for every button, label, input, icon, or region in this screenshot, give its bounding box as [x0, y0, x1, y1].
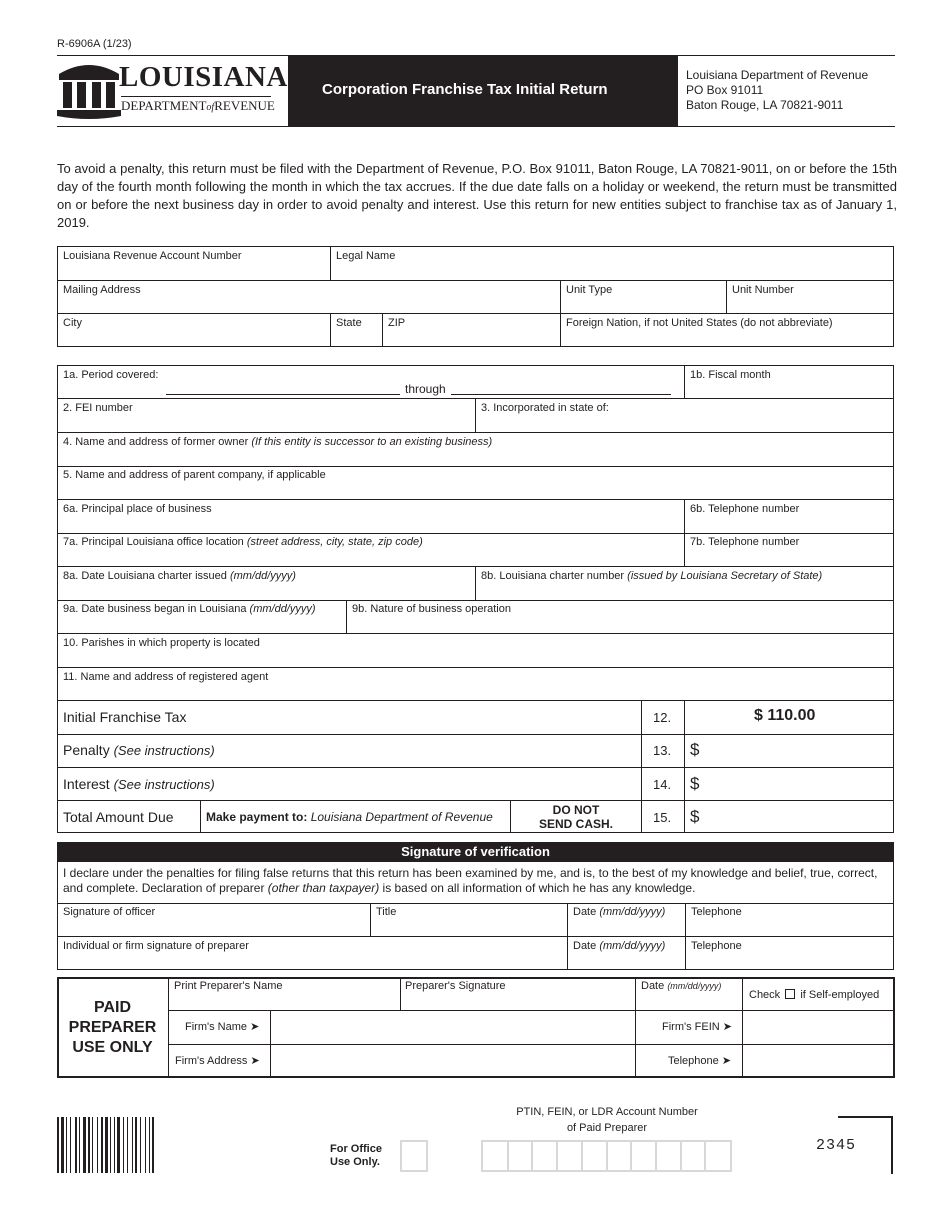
preparer-date-field[interactable]: Date (mm/dd/yyyy)	[573, 940, 666, 952]
officer-date-field[interactable]: Date (mm/dd/yyyy)	[573, 906, 666, 918]
ptin-digit-divider	[507, 1142, 509, 1170]
preparer-date-field-2[interactable]: Date (mm/dd/yyyy)	[641, 980, 722, 992]
through-label: through	[405, 382, 446, 396]
penalty-label: Penalty (See instructions)	[63, 742, 215, 758]
preparer-signature-field[interactable]: Individual or firm signature of preparer	[63, 940, 249, 952]
intro-text: To avoid a penalty, this return must be filed with the Department of Revenue, P.O. Box 91011, Baton Rouge, LA 70821-9011, on or before the 15th day of the fourth month following the month in which the tax accrues. If the due date falls on a holiday or weekend, the return must be transmitted on or before the next business day in order to avoid penalty and interest. Use this return for new entities subject to franchise tax as of January 1, 2019.	[57, 161, 897, 230]
business-nature-field[interactable]: 9b. Nature of business operation	[352, 603, 511, 615]
officer-telephone-field[interactable]: Telephone	[691, 906, 742, 918]
telephone-label: Telephone ➤	[668, 1055, 732, 1067]
barcode-bar	[70, 1117, 71, 1173]
form-number: 2345	[816, 1137, 857, 1154]
barcode-bar	[66, 1117, 67, 1173]
state-field[interactable]: State	[336, 317, 362, 329]
corner-mark-vertical	[891, 1116, 893, 1174]
preparer-telephone-input[interactable]	[744, 1046, 893, 1077]
capitol-icon	[57, 60, 121, 120]
no-cash-warning: DO NOT SEND CASH.	[538, 803, 613, 831]
barcode-bar	[140, 1117, 141, 1173]
former-owner-field[interactable]: 4. Name and address of former owner (If this entity is successor to an existing business)	[63, 436, 493, 448]
barcode-bar	[135, 1117, 137, 1173]
preparer-sig-field[interactable]: Preparer's Signature	[405, 980, 506, 992]
charter-date-field[interactable]: 8a. Date Louisiana charter issued (mm/dd/yyyy)	[63, 570, 296, 582]
ldr-logo	[57, 60, 288, 122]
interest-label: Interest (See instructions)	[63, 776, 215, 792]
ptin-digit-divider	[581, 1142, 583, 1170]
barcode-bar	[92, 1117, 93, 1173]
la-office-field[interactable]: 7a. Principal Louisiana office location (street address, city, state, zip code)	[63, 536, 423, 548]
total-amount-input[interactable]: $	[690, 807, 700, 826]
parishes-field[interactable]: 10. Parishes in which property is located	[63, 637, 260, 649]
line-12-number: 12.	[653, 710, 672, 725]
barcode-bar	[83, 1117, 86, 1173]
arrow-right-icon: ➤	[721, 1055, 732, 1067]
ptin-digit-divider	[606, 1142, 608, 1170]
account-number-field[interactable]: Louisiana Revenue Account Number	[63, 250, 242, 262]
ptin-label: PTIN, FEIN, or LDR Account Number of Paid Preparer	[516, 1106, 698, 1134]
arrow-right-icon: ➤	[722, 1021, 732, 1033]
ptin-digit-divider	[704, 1142, 706, 1170]
barcode-bar	[149, 1117, 150, 1173]
self-employed-checkbox[interactable]	[785, 989, 795, 999]
barcode-bar	[105, 1117, 108, 1173]
charter-number-field[interactable]: 8b. Louisiana charter number (issued by Louisiana Secretary of State)	[481, 570, 823, 582]
signature-header: Signature of verification	[57, 842, 894, 862]
fei-number-field[interactable]: 2. FEI number	[63, 402, 133, 414]
form-title: Corporation Franchise Tax Initial Return	[322, 81, 608, 98]
interest-amount-input[interactable]: $	[690, 774, 700, 793]
officer-signature-field[interactable]: Signature of officer	[63, 906, 156, 918]
zip-field[interactable]: ZIP	[388, 317, 406, 329]
make-payment-note: Make payment to: Louisiana Department of Revenue	[206, 810, 493, 824]
ptin-digit-divider	[531, 1142, 533, 1170]
barcode-bar	[132, 1117, 133, 1173]
form-code: R-6906A (1/23)	[57, 38, 132, 50]
arrow-right-icon: ➤	[250, 1055, 260, 1067]
foreign-nation-field[interactable]: Foreign Nation, if not United States (do not abbreviate)	[566, 317, 833, 329]
total-amount-due-label: Total Amount Due	[63, 809, 174, 825]
business-began-field[interactable]: 9a. Date business began in Louisiana (mm/dd/yyyy)	[63, 603, 316, 615]
firm-fein-input[interactable]	[744, 1012, 893, 1043]
initial-franchise-tax-label: Initial Franchise Tax	[63, 709, 187, 725]
barcode-bar	[152, 1117, 154, 1173]
declaration-text: I declare under the penalties for filing false returns that this return has been examined by me, and is, to the best of my knowledge and belief, true, correct, and complete. Declaration of preparer (other than taxpayer) is based on all information of which he has any knowledge.	[63, 866, 878, 895]
ptin-digit-divider	[655, 1142, 657, 1170]
registered-agent-field[interactable]: 11. Name and address of registered agent	[63, 671, 269, 683]
barcode-bar	[57, 1117, 59, 1173]
period-to-input[interactable]	[451, 394, 671, 395]
firm-fein-label: Firm's FEIN ➤	[662, 1021, 732, 1033]
line-13-number: 13.	[653, 743, 672, 758]
incorporated-state-field[interactable]: 3. Incorporated in state of:	[481, 402, 609, 414]
ptin-digit-divider	[630, 1142, 632, 1170]
penalty-amount-input[interactable]: $	[690, 740, 700, 759]
barcode-bar	[88, 1117, 90, 1173]
barcode-bar	[79, 1117, 80, 1173]
telephone-6b-field[interactable]: 6b. Telephone number	[690, 503, 800, 515]
barcode-bar	[97, 1117, 98, 1173]
telephone-7b-field[interactable]: 7b. Telephone number	[690, 536, 800, 548]
logo-line2: DEPARTMENTofREVENUE	[121, 98, 275, 113]
barcode-bar	[123, 1117, 124, 1173]
mailing-address-field[interactable]: Mailing Address	[63, 284, 141, 296]
line-1a-label: 1a. Period covered:	[63, 369, 159, 381]
initial-franchise-tax-amount: $ 110.00	[754, 707, 816, 724]
mailing-address-block: Louisiana Department of Revenue PO Box 91011 Baton Rouge, LA 70821-9011	[686, 68, 869, 112]
barcode-bar	[114, 1117, 115, 1173]
legal-name-field[interactable]: Legal Name	[336, 250, 396, 262]
officer-title-field[interactable]: Title	[376, 906, 397, 918]
barcode-bar	[61, 1117, 64, 1173]
barcode	[57, 1117, 205, 1173]
barcode-bar	[127, 1117, 128, 1173]
paid-preparer-heading: PAID PREPARER USE ONLY	[68, 999, 157, 1056]
barcode-bar	[101, 1117, 103, 1173]
firm-name-label: Firm's Name ➤	[185, 1021, 260, 1033]
firm-address-input[interactable]	[272, 1046, 634, 1077]
barcode-bar	[117, 1117, 120, 1173]
logo-line1: LOUISIANA	[119, 61, 288, 93]
barcode-bar	[110, 1117, 111, 1173]
period-from-input[interactable]	[166, 394, 400, 395]
parent-company-field[interactable]: 5. Name and address of parent company, if applicable	[63, 469, 326, 481]
firm-address-label: Firm's Address ➤	[175, 1055, 260, 1067]
print-preparer-name-field[interactable]: Print Preparer's Name	[174, 980, 283, 992]
self-employed-check: Check if Self-employed	[749, 989, 880, 1001]
ptin-digit-divider	[680, 1142, 682, 1170]
city-field[interactable]: City	[63, 317, 82, 329]
ptin-digit-divider	[556, 1142, 558, 1170]
arrow-right-icon: ➤	[250, 1021, 260, 1033]
line-14-number: 14.	[653, 777, 672, 792]
firm-name-input[interactable]	[272, 1012, 634, 1043]
unit-type-field[interactable]: Unit Type	[566, 284, 613, 296]
principal-place-field[interactable]: 6a. Principal place of business	[63, 503, 212, 515]
title-band	[288, 55, 678, 126]
unit-number-field[interactable]: Unit Number	[732, 284, 794, 296]
ptin-input[interactable]	[481, 1140, 732, 1172]
barcode-bar	[145, 1117, 146, 1173]
line-15-number: 15.	[653, 810, 672, 825]
preparer-telephone-field[interactable]: Telephone	[691, 940, 742, 952]
office-use-box	[400, 1140, 428, 1172]
barcode-bar	[75, 1117, 77, 1173]
office-use-label: For Office Use Only.	[330, 1143, 382, 1168]
corner-mark	[838, 1116, 893, 1118]
fiscal-month-field[interactable]: 1b. Fiscal month	[690, 369, 771, 381]
